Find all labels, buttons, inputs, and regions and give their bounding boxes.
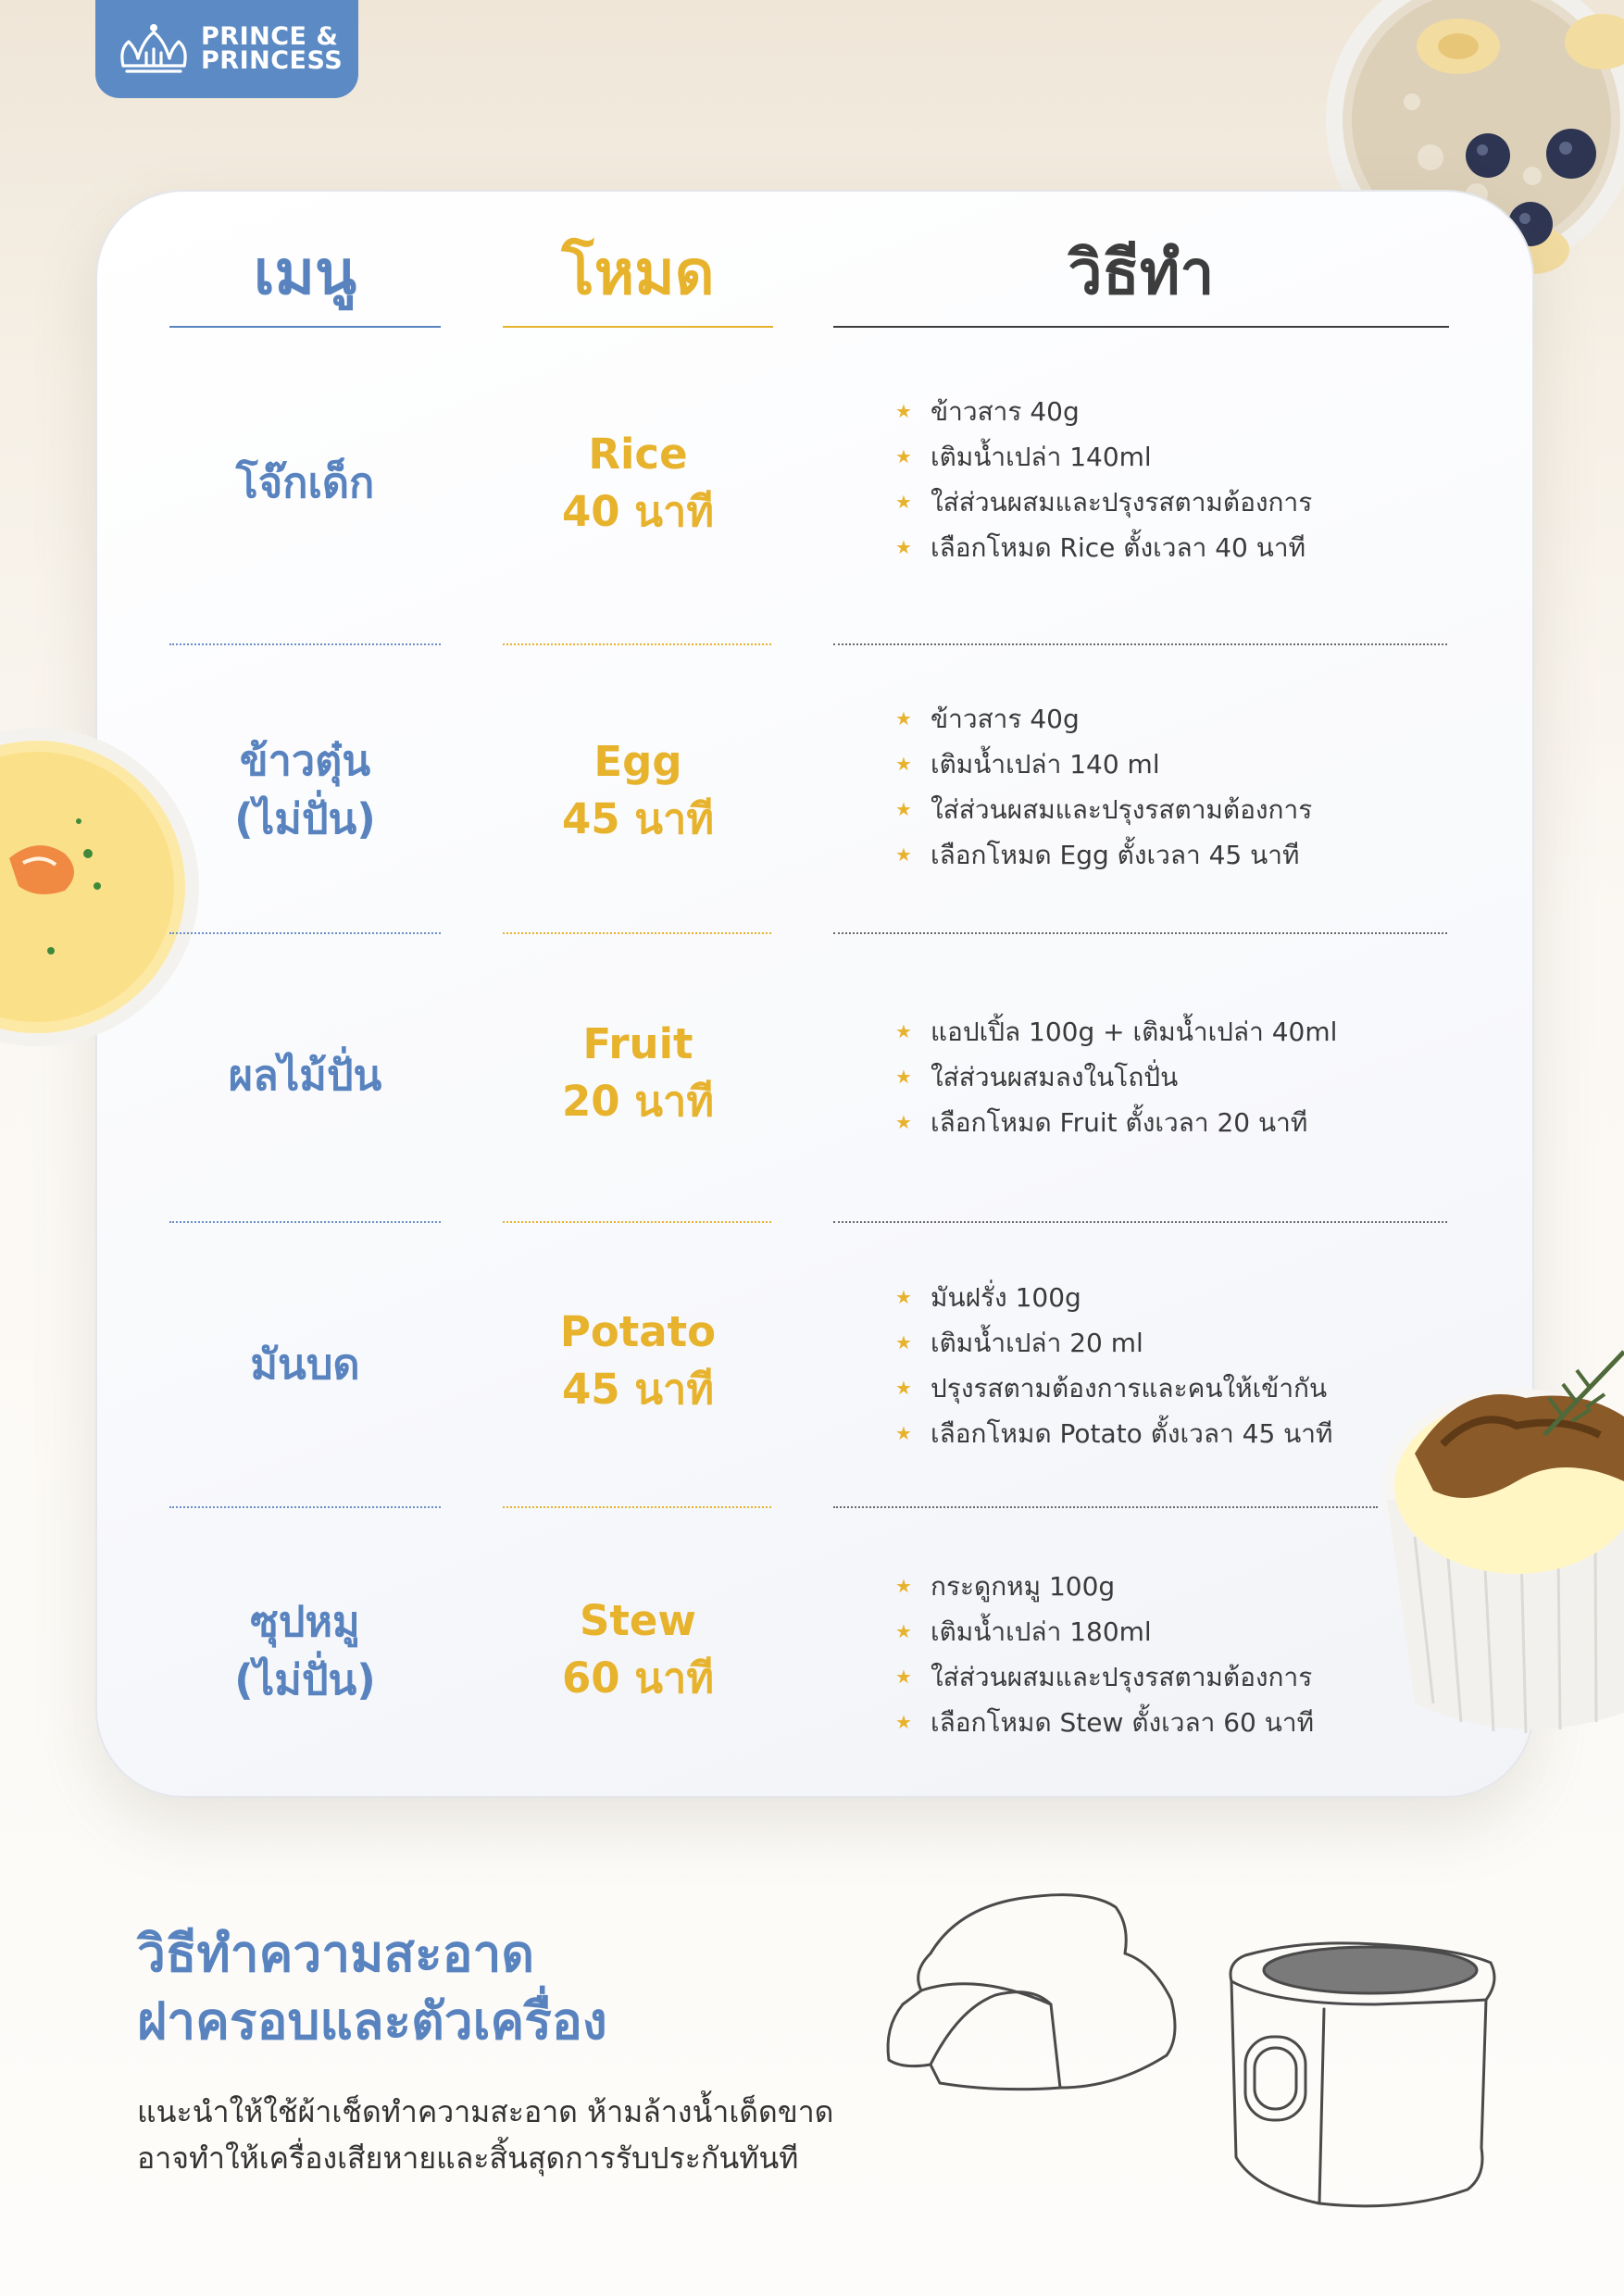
mode-row2 <box>503 733 773 848</box>
step-item <box>892 1700 1314 1745</box>
step-text: ข้าวสาร 40g <box>931 704 1080 734</box>
recipe-card <box>95 190 1534 1798</box>
step-text: เลือกโหมด Egg ตั้งเวลา 45 นาที <box>931 840 1300 870</box>
star-icon: ★ <box>895 843 912 866</box>
mode-row3-time: 20 นาที <box>562 1077 714 1126</box>
header-underline-menu <box>169 326 441 328</box>
menu-name-row4-line1: มันบด <box>250 1340 360 1389</box>
step-text: เลือกโหมด Rice ตั้งเวลา 40 นาที <box>931 532 1306 563</box>
row-divider <box>503 1221 771 1223</box>
mode-row5-time: 60 นาที <box>562 1653 714 1703</box>
star-icon: ★ <box>895 400 912 422</box>
header-menu: เมนู <box>253 237 357 308</box>
step-item <box>892 787 1312 832</box>
star-icon: ★ <box>895 1666 912 1688</box>
star-icon: ★ <box>895 707 912 730</box>
step-text: เลือกโหมด Stew ตั้งเวลา 60 นาที <box>931 1707 1315 1738</box>
mode-row4 <box>503 1304 773 1418</box>
menu-name-row2-line2: (ไม่ปั่น) <box>234 794 376 843</box>
step-text: ใส่ส่วนผสมและปรุงรสตามต้องการ <box>931 794 1313 825</box>
menu-name-row1 <box>169 454 441 512</box>
brand-name-line2: PRINCESS <box>201 46 344 75</box>
step-item <box>892 1366 1332 1411</box>
step-text: ใส่ส่วนผสมและปรุงรสตามต้องการ <box>931 1662 1313 1692</box>
step-text: มันฝรั่ง 100g <box>931 1282 1081 1313</box>
step-item <box>892 1411 1332 1456</box>
menu-name-row3-line1: ผลไม้ปั่น <box>228 1051 382 1100</box>
brand-name-line1: PRINCE & <box>201 22 339 51</box>
steps-row3 <box>892 1009 1337 1145</box>
step-item <box>892 742 1312 787</box>
star-icon: ★ <box>895 1066 912 1088</box>
cleaning-title-line1: วิธีทำความสะอาด <box>137 1924 535 1983</box>
row-divider <box>503 932 771 934</box>
step-text: ใส่ส่วนผสมและปรุงรสตามต้องการ <box>931 487 1313 518</box>
star-icon: ★ <box>895 1422 912 1444</box>
star-icon: ★ <box>895 753 912 775</box>
step-item <box>892 525 1312 570</box>
row-divider <box>169 1506 441 1508</box>
header-underline-mode <box>503 326 773 328</box>
step-text: เลือกโหมด Fruit ตั้งเวลา 20 นาที <box>931 1107 1308 1138</box>
mode-row4-name: Potato <box>559 1307 717 1356</box>
step-text: ใส่ส่วนผสมลงในโถปั่น <box>931 1062 1179 1092</box>
step-text: เลือกโหมด Potato ตั้งเวลา 45 นาที <box>931 1418 1333 1449</box>
star-icon: ★ <box>895 798 912 820</box>
steps-row2 <box>892 696 1312 878</box>
menu-name-row5 <box>169 1592 441 1709</box>
row-divider <box>833 932 1447 934</box>
row-divider <box>169 1221 441 1223</box>
step-item <box>892 696 1312 742</box>
star-icon: ★ <box>895 1575 912 1597</box>
step-text: ข้าวสาร 40g <box>931 396 1080 427</box>
mode-row1-time: 40 นาที <box>562 487 714 536</box>
step-text: กระดูกหมู 100g <box>931 1571 1116 1602</box>
row-divider <box>503 643 771 645</box>
mode-row1-name: Rice <box>588 430 688 479</box>
star-icon: ★ <box>895 1020 912 1042</box>
step-text: เติมน้ำเปล่า 140 ml <box>931 749 1160 780</box>
row-divider <box>503 1506 771 1508</box>
menu-name-row5-line2: (ไม่ปั่น) <box>234 1655 376 1704</box>
lid-illustration <box>875 1870 1190 2102</box>
cleaning-instructions <box>137 2089 833 2181</box>
mode-row2-time: 45 นาที <box>562 794 714 843</box>
star-icon: ★ <box>895 1377 912 1399</box>
base-unit-illustration <box>1218 1935 1505 2213</box>
step-item <box>892 1275 1332 1320</box>
row-divider <box>833 1506 1378 1508</box>
header-mode: โหมด <box>561 237 715 308</box>
step-item <box>892 832 1312 878</box>
mode-row4-time: 45 นาที <box>562 1365 714 1414</box>
header-method: วิธีทำ <box>1068 237 1215 308</box>
menu-name-row4 <box>169 1335 441 1393</box>
star-icon: ★ <box>895 491 912 513</box>
mode-row5 <box>503 1592 773 1707</box>
menu-name-row2-line1: ข้าวตุ๋น <box>239 736 371 785</box>
menu-name-row3 <box>169 1046 441 1104</box>
step-item <box>892 1609 1314 1654</box>
step-item <box>892 434 1312 480</box>
star-icon: ★ <box>895 445 912 468</box>
steps-row4 <box>892 1275 1332 1456</box>
steps-row1 <box>892 389 1312 570</box>
mode-row2-name: Egg <box>593 737 682 786</box>
row-divider <box>833 643 1447 645</box>
mode-row3-name: Fruit <box>582 1019 693 1068</box>
step-item <box>892 1009 1337 1054</box>
crown-icon <box>116 21 192 77</box>
brand-logo <box>95 0 358 98</box>
cleaning-body-line2: อาจทำให้เครื่องเสียหายและสิ้นสุดการรับประกันทันที <box>137 2140 799 2176</box>
mode-row1 <box>503 426 773 541</box>
menu-name-row1-line1: โจ๊กเด็ก <box>235 458 375 507</box>
steps-row5 <box>892 1564 1314 1745</box>
step-text: เติมน้ำเปล่า 20 ml <box>931 1328 1143 1358</box>
mode-row5-name: Stew <box>579 1596 696 1645</box>
menu-name-row5-line1: ซุปหมู <box>250 1597 360 1646</box>
star-icon: ★ <box>895 1286 912 1308</box>
step-item <box>892 1564 1314 1609</box>
mashed-potato-image <box>1378 1333 1624 1752</box>
header-underline-method <box>833 326 1449 328</box>
step-item <box>892 1100 1337 1145</box>
star-icon: ★ <box>895 1620 912 1642</box>
step-text: เติมน้ำเปล่า 140ml <box>931 442 1152 472</box>
brand-name <box>201 22 344 75</box>
star-icon: ★ <box>895 1111 912 1133</box>
step-text: เติมน้ำเปล่า 180ml <box>931 1616 1152 1647</box>
star-icon: ★ <box>895 1331 912 1354</box>
step-item <box>892 389 1312 434</box>
star-icon: ★ <box>895 1711 912 1733</box>
row-divider <box>169 932 441 934</box>
mode-row3 <box>503 1016 773 1130</box>
step-item <box>892 1054 1337 1100</box>
cleaning-title-line2: ฝาครอบและตัวเครื่อง <box>137 1991 607 2051</box>
step-text: ปรุงรสตามต้องการและคนให้เข้ากัน <box>931 1373 1328 1404</box>
star-icon: ★ <box>895 536 912 558</box>
step-item <box>892 480 1312 525</box>
step-item <box>892 1654 1314 1700</box>
step-text: แอปเปิ้ล 100g + เติมน้ำเปล่า 40ml <box>931 1017 1338 1047</box>
step-item <box>892 1320 1332 1366</box>
cleaning-title <box>137 1920 607 2055</box>
cleaning-body-line1: แนะนำให้ใช้ผ้าเช็ดทำความสะอาด ห้ามล้างน้ำเด็ดขาด <box>137 2094 834 2129</box>
menu-name-row2 <box>169 731 441 848</box>
row-divider <box>833 1221 1447 1223</box>
row-divider <box>169 643 441 645</box>
